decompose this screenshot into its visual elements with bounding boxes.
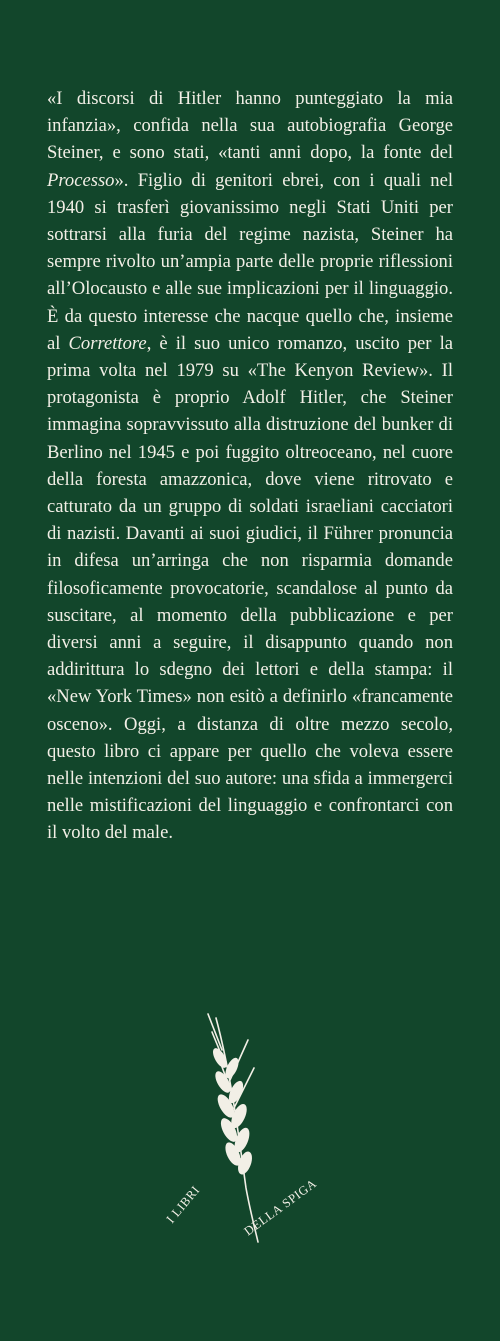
title-processo: Processo [47,169,115,191]
blurb-part-1: «I discorsi di Hitler hanno punteggiato la mia infanzia», confida nella sua autobiografia George Steiner, e sono stati, «tanti anni dopo, la fonte del [47,88,453,164]
blurb-text [47,85,453,847]
title-correttore: Correttore [68,332,147,354]
wheat-ear-icon [150,1010,350,1255]
blurb-part-3: , è il suo unico romanzo, uscito per la prima volta nel 1979 su «The Kenyon Review». Il protagonista è proprio Adolf Hitler, che Steiner immagina sopravvissuto alla distruzione del bunker di Berlino nel 1945 e poi fuggito oltreoceano, nel cuore della foresta amazzonica, dove viene ritrovato e catturato da un gruppo di soldati israeliani cacciatori di nazisti. Davanti ai suoi giudici, il Führer pronuncia in difesa un’arringa che non risparmia domande filosoficamente provocatorie, scandalose al punto da suscitare, al momento della pubblicazione e per diversi anni a seguire, il disappunto quando non addirittura lo sdegno dei lettori e della stampa: il «New York Times» non esitò a definirlo «francamente osceno». Oggi, a distanza di oltre mezzo secolo, questo libro ci appare per quello che voleva essere nelle intenzioni del suo autore: una sfida a immergerci nelle mistificazioni del linguaggio e confrontarci con il volto del male. [47,332,453,844]
blurb-part-2: ». Figlio di genitori ebrei, con i quali nel 1940 si trasferì giovanissimo negli Stati Uniti per sottrarsi alla furia del regime nazista, Steiner ha sempre rivolto un’ampia parte delle proprie riflessioni all’Olocausto e alle sue implicazioni per il linguaggio. È da questo interesse che nacque quello che, insieme al [47,169,453,354]
publisher-logo [150,1010,350,1255]
logo-text-right: DELLA SPIGA [241,1176,320,1239]
logo-text-left: I LIBRI [163,1183,203,1226]
